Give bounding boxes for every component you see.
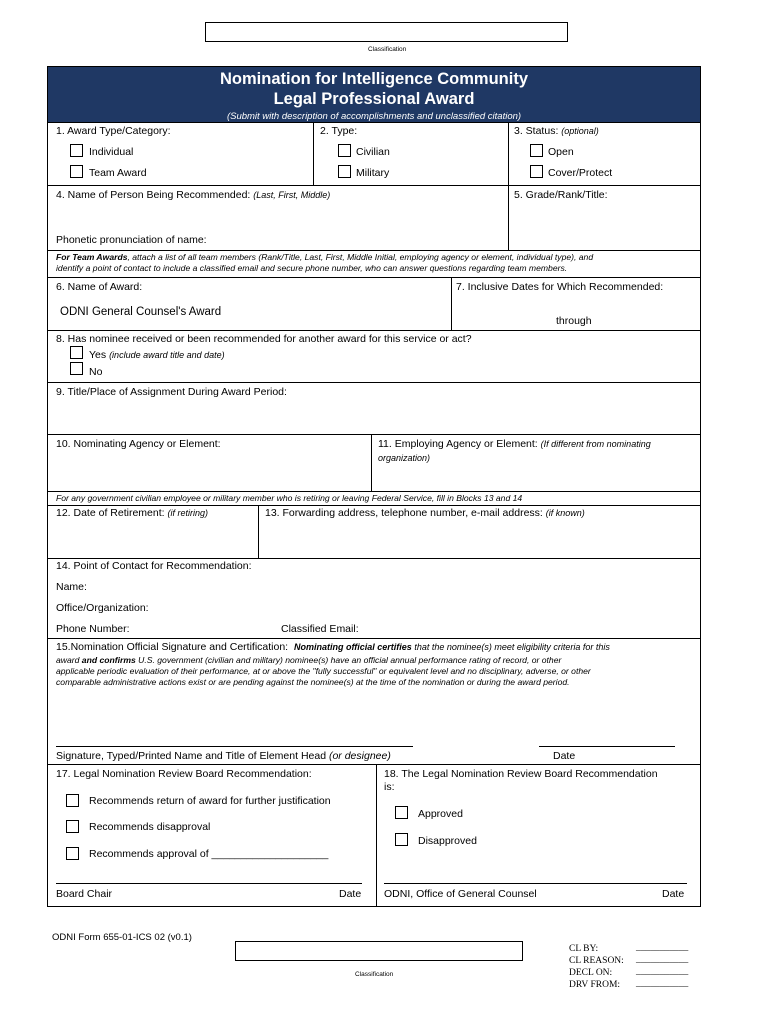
approved-checkbox[interactable] [395, 806, 408, 819]
approval-of-label: Recommends approval of ____________________ [89, 848, 329, 860]
forwarding-address-label: 13. Forwarding address, telephone number, e-mail address: (if known) [265, 507, 585, 519]
poc-name-label: Name: [56, 581, 87, 593]
board-chair-date-label: Date [339, 888, 362, 900]
approved-label: Approved [418, 808, 463, 820]
signature-line[interactable] [56, 746, 413, 747]
poc-phone-label: Phone Number: [56, 623, 130, 635]
cover-protect-checkbox[interactable] [530, 165, 543, 178]
review-board-label: 17. Legal Nomination Review Board Recommendation: [56, 768, 312, 780]
form-title-line1: Nomination for Intelligence Community [219, 70, 528, 88]
dates-label: 7. Inclusive Dates for Which Recommended: [456, 281, 664, 293]
employing-agency-hint: organization) [378, 453, 431, 463]
disapproved-checkbox[interactable] [395, 833, 408, 846]
top-classification-field[interactable] [205, 22, 568, 42]
drv-from-label: DRV FROM: [569, 980, 621, 990]
form-number: ODNI Form 655-01-ICS 02 (v0.1) [52, 932, 192, 943]
cl-by-field[interactable]: ___________ [636, 943, 689, 953]
certification-text: award and confirms U.S. government (civilian and military) nominee(s) have an official annual performance rating of record, or other applicable periodic evaluation of their performance, at or above the "fully successful" or equivalent level and no disciplinary, adverse, or other comparable administrative actions exist or are pending against the nominee(s) at the time of the nomination or during the award period. [56, 655, 591, 687]
military-label: Military [356, 167, 390, 179]
form-title [48, 69, 700, 109]
military-checkbox[interactable] [338, 165, 351, 178]
individual-label: Individual [89, 146, 134, 158]
odni-label: ODNI, Office of General Counsel [384, 888, 537, 900]
retirement-date-label: 12. Date of Retirement: (if retiring) [56, 507, 208, 519]
assignment-label: 9. Title/Place of Assignment During Award Period: [56, 386, 287, 398]
nominating-agency-label: 10. Nominating Agency or Element: [56, 438, 221, 450]
top-classification-label: Classification [368, 46, 407, 53]
retirement-note: For any government civilian employee or military member who is retiring or leaving Federal Service, fill in Blocks 13 and 14 [56, 493, 523, 503]
no-checkbox[interactable] [70, 362, 83, 375]
open-checkbox[interactable] [530, 144, 543, 157]
grade-label: 5. Grade/Rank/Title: [514, 189, 608, 201]
signature-date-label: Date [553, 750, 576, 762]
odni-date-label: Date [662, 888, 685, 900]
yes-label: Yes (include award title and date) [89, 349, 225, 361]
phonetic-label: Phonetic pronunciation of name: [56, 234, 207, 246]
bottom-classification-field[interactable] [235, 941, 523, 961]
award-name-label: 6. Name of Award: [56, 281, 143, 293]
poc-office-label: Office/Organization: [56, 602, 149, 614]
team-awards-note: For Team Awards, attach a list of all team members (Rank/Title, Last, First, Middle Initial, employing agency or element, individual type), and identify a point of contact to include a classified email and secure phone number, who can answer questions regarding team members. [56, 252, 594, 273]
drv-from-field[interactable]: ___________ [636, 979, 689, 989]
type-label: 2. Type: [320, 125, 358, 137]
award-name-value[interactable]: ODNI General Counsel's Award [60, 306, 222, 318]
team-award-label: Team Award [89, 167, 147, 179]
return-justification-label: Recommends return of award for further justification [89, 795, 331, 807]
return-justification-checkbox[interactable] [66, 794, 79, 807]
board-chair-label: Board Chair [56, 888, 113, 900]
status-label: 3. Status: (optional) [514, 125, 599, 137]
through-label: through [556, 315, 592, 327]
name-label: 4. Name of Person Being Recommended: (Last, First, Middle) [56, 189, 331, 201]
decl-on-field[interactable]: ___________ [636, 967, 689, 977]
poc-label: 14. Point of Contact for Recommendation: [56, 560, 252, 572]
cl-by-label: CL BY: [569, 944, 599, 954]
disapproval-label: Recommends disapproval [89, 821, 211, 833]
individual-checkbox[interactable] [70, 144, 83, 157]
no-label: No [89, 366, 103, 378]
open-label: Open [548, 146, 574, 158]
cl-reason-label: CL REASON: [569, 956, 624, 966]
disapproved-label: Disapproved [418, 835, 477, 847]
civilian-label: Civilian [356, 146, 390, 158]
award-type-label: 1. Award Type/Category: [56, 125, 171, 137]
final-recommendation-label: 18. The Legal Nomination Review Board Recommendation is: [384, 768, 658, 793]
cover-protect-label: Cover/Protect [548, 167, 613, 179]
bottom-classification-label: Classification [355, 971, 394, 978]
form-title-line2: Legal Professional Award [273, 90, 475, 108]
board-chair-signature-line[interactable] [56, 883, 362, 884]
signature-date-line[interactable] [539, 746, 675, 747]
disapproval-checkbox[interactable] [66, 820, 79, 833]
decl-on-label: DECL ON: [569, 968, 613, 978]
cl-reason-field[interactable]: ___________ [636, 955, 689, 965]
form-subtitle: (Submit with description of accomplishments and unclassified citation) [226, 111, 522, 122]
civilian-checkbox[interactable] [338, 144, 351, 157]
poc-email-label: Classified Email: [281, 623, 359, 635]
yes-checkbox[interactable] [70, 346, 83, 359]
other-award-question: 8. Has nominee received or been recommended for another award for this service or act? [56, 333, 472, 345]
approval-of-checkbox[interactable] [66, 847, 79, 860]
certification-label: 15.Nomination Official Signature and Certification: Nominating official certifies that the nominee(s) meet eligibility criteria for this [56, 641, 610, 653]
team-award-checkbox[interactable] [70, 165, 83, 178]
odni-signature-line[interactable] [384, 883, 687, 884]
signature-label: Signature, Typed/Printed Name and Title of Element Head (or designee) [56, 750, 391, 762]
employing-agency-label: 11. Employing Agency or Element: (If different from nominating [378, 438, 651, 450]
